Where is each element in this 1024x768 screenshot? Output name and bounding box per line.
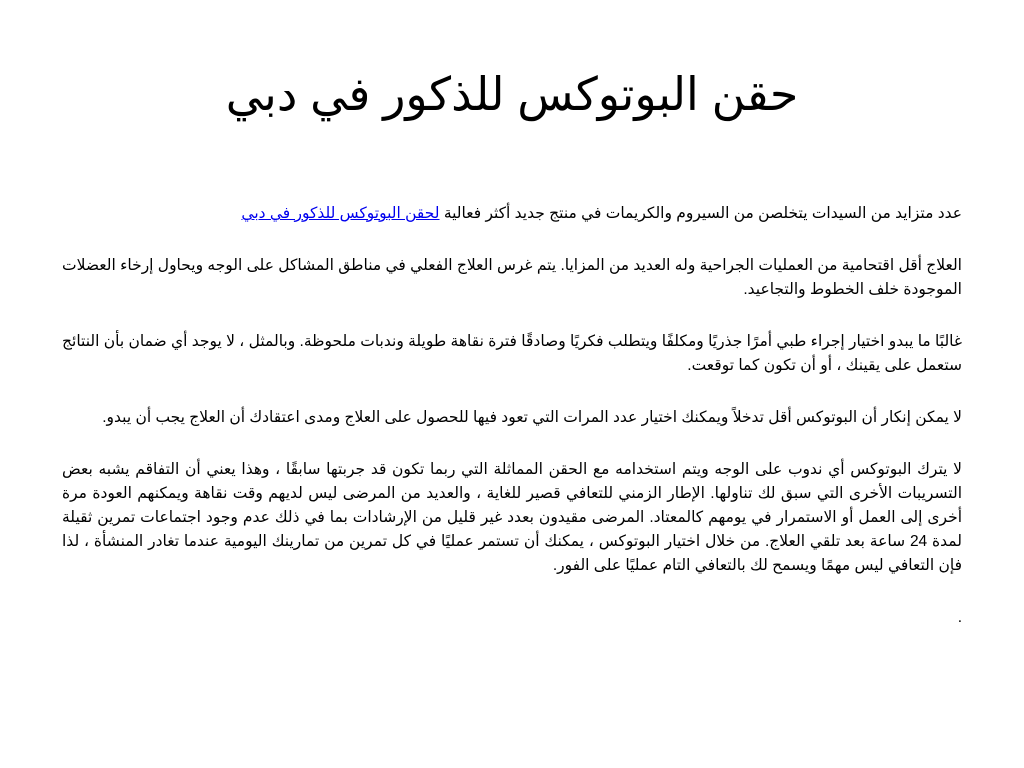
- paragraph-treatment: العلاج أقل اقتحامية من العمليات الجراحية وله العديد من المزايا. يتم غرس العلاج الفعلي في مناطق المشاكل على الوجه ويحاول إرخاء العضلات الموجودة خلف الخطوط والتجاعيد.: [62, 257, 962, 298]
- paragraph-end-dot: .: [957, 609, 962, 626]
- slide-body: [62, 202, 962, 658]
- paragraph-recovery: لا يترك البوتوكس أي ندوب على الوجه ويتم استخدامه مع الحقن المماثلة التي ربما تكون قد جربتها سابقًا ، وهذا يعني أن التفاقم يشبه بعض التسريبات الأخرى التي سبق لك تناولها. الإطار الزمني للتعافي قصير للغاية ، والعديد من المرضى ليس لديهم وقت نقاهة ويمكنهم العودة مرة أخرى إلى العمل أو الاستمرار في يومهم كالمعتاد. المرضى مقيدون بعدد غير قليل من الإرشادات بما في ذلك عدم وجود اجتماعات تمرين ثقيلة لمدة 24 ساعة بعد تلقي العلاج. من خلال اختيار البوتوكس ، يمكنك أن تستمر عمليًا في كل تمرين من تمارينك اليومية عندما تغادر المنشأة ، لذا فإن التعافي ليس مهمًا ويسمح لك بالتعافي التام عمليًا على الفور.: [62, 461, 962, 574]
- paragraph-procedure: غالبًا ما يبدو اختيار إجراء طبي أمرًا جذريًا ومكلفًا ويتطلب فكريًا وصادقًا فترة نقاهة طويلة وندبات ملحوظة. وبالمثل ، لا يوجد أي ضمان بأن النتائج ستعمل على يقينك ، أو أن تكون كما توقعت.: [62, 333, 962, 374]
- paragraph-intro-text: عدد متزايد من السيدات يتخلصن من السيروم والكريمات في منتج جديد أكثر فعالية: [439, 205, 962, 222]
- botox-men-dubai-link[interactable]: لحقن البوتوكس للذكور في دبي: [241, 205, 440, 222]
- paragraph-frequency: لا يمكن إنكار أن البوتوكس أقل تدخلاً ويمكنك اختيار عدد المرات التي تعود فيها للحصول على العلاج ومدى اعتقادك أن العلاج يجب أن يبدو.: [102, 409, 962, 426]
- page-title: حقن البوتوكس للذكور في دبي: [225, 68, 799, 120]
- paragraph-intro: [62, 202, 962, 226]
